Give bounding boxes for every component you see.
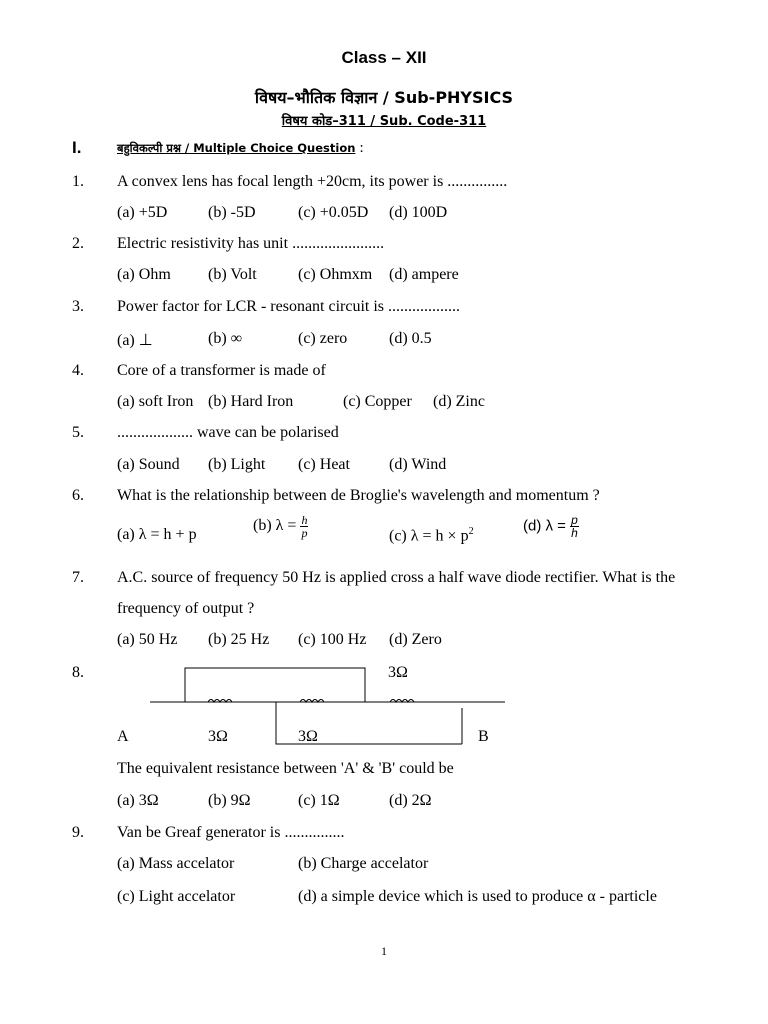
option-d	[523, 514, 579, 539]
option-a: (a) 50 Hz	[117, 631, 178, 648]
option-c-label: (c) λ = h × p	[389, 527, 469, 545]
option-d: (d) Wind	[389, 456, 447, 473]
option-a: (a) Ohm	[117, 266, 171, 283]
option-a: (a) ⊥	[117, 332, 153, 349]
option-d: (d) Zero	[389, 631, 442, 648]
option-c-superscript: 2	[468, 526, 474, 537]
section-number: I.	[72, 138, 82, 157]
question-text: Van be Greaf generator is ...............	[117, 824, 345, 841]
document-title: Class – XII	[341, 48, 427, 67]
question-number: 6.	[72, 487, 84, 504]
terminal-b-label: B	[478, 728, 489, 745]
option-b	[253, 514, 308, 539]
circuit-diagram	[140, 658, 520, 750]
option-a: (a) soft Iron	[117, 393, 194, 410]
fraction-denominator: h	[571, 526, 578, 540]
fraction-numerator: p	[571, 513, 578, 527]
section-title-text: बहुविकल्पी प्रश्न / Multiple Choice Question	[117, 141, 356, 155]
option-a: (a) 3Ω	[117, 792, 159, 809]
page-number: 1	[381, 944, 387, 958]
question-number: 1.	[72, 173, 84, 190]
option-d-label: (d) λ =	[523, 517, 566, 535]
option-b-label: (b) λ =	[253, 517, 297, 535]
option-a: (a) λ = h + p	[117, 526, 197, 543]
option-d: (d) Zinc	[433, 393, 485, 410]
option-b: (b) Volt	[208, 266, 257, 283]
option-c: (c) zero	[298, 330, 348, 347]
option-b: (b) Light	[208, 456, 266, 473]
option-c: (c) 1Ω	[298, 792, 340, 809]
subject-code-text: विषय कोड–311 / Sub. Code-311	[281, 114, 487, 129]
question-text: Power factor for LCR - resonant circuit is ..................	[117, 298, 461, 315]
fraction-p-over-h	[570, 514, 579, 539]
option-c: (c) Ohmxm	[298, 266, 373, 283]
circuit-bypass-wire	[185, 668, 365, 702]
option-b: (b) -5D	[208, 204, 256, 221]
terminal-a-label: A	[117, 728, 129, 745]
option-a: (a) Mass accelator	[117, 855, 235, 872]
option-c	[389, 526, 474, 545]
option-b: (b) 25 Hz	[208, 631, 270, 648]
option-c: (c) Heat	[298, 456, 350, 473]
section-title-colon: :	[359, 140, 364, 156]
question-number: 8.	[72, 664, 84, 681]
question-text: The equivalent resistance between 'A' & 'B' could be	[117, 760, 454, 777]
option-d: (d) ampere	[389, 266, 459, 283]
option-d: (d) 100D	[389, 204, 448, 221]
option-a: (a) Sound	[117, 456, 180, 473]
subject-heading: विषय–भौतिक विज्ञान / Sub-PHYSICS	[254, 88, 514, 107]
option-c: (c) 100 Hz	[298, 631, 367, 648]
fraction-h-over-p	[300, 514, 308, 539]
option-d: (d) 0.5	[389, 330, 432, 347]
option-d: (d) a simple device which is used to produce α - particle	[298, 888, 657, 905]
question-number: 2.	[72, 235, 84, 252]
option-b: (b) 9Ω	[208, 792, 251, 809]
subject-code	[0, 111, 768, 129]
section-title	[117, 140, 364, 157]
resistor-3-label: 3Ω	[388, 664, 408, 681]
option-b: (b) Hard Iron	[208, 393, 294, 410]
question-number: 9.	[72, 824, 84, 841]
option-c: (c) Light accelator	[117, 888, 236, 905]
question-number: 3.	[72, 298, 84, 315]
question-number: 5.	[72, 424, 84, 441]
option-c: (c) +0.05D	[298, 204, 369, 221]
option-b: (b) ∞	[208, 330, 243, 347]
question-text: What is the relationship between de Broglie's wavelength and momentum ?	[117, 487, 600, 504]
question-text: A.C. source of frequency 50 Hz is applied cross a half wave diode rectifier. What is the	[117, 569, 676, 586]
question-text: Electric resistivity has unit .......................	[117, 235, 385, 252]
question-text-continued: frequency of output ?	[117, 600, 255, 617]
question-text: A convex lens has focal length +20cm, its power is ...............	[117, 173, 508, 190]
question-number: 4.	[72, 362, 84, 379]
fraction-denominator: p	[301, 526, 308, 540]
option-d: (d) 2Ω	[389, 792, 432, 809]
option-a: (a) +5D	[117, 204, 168, 221]
question-text: Core of a transformer is made of	[117, 362, 326, 379]
question-number: 7.	[72, 569, 84, 586]
option-b: (b) Charge accelator	[298, 855, 429, 872]
resistor-1-label: 3Ω	[208, 728, 228, 745]
resistor-2-label: 3Ω	[298, 728, 318, 745]
option-c: (c) Copper	[343, 393, 412, 410]
fraction-numerator: h	[301, 513, 308, 527]
question-text: ................... wave can be polarised	[117, 424, 339, 441]
